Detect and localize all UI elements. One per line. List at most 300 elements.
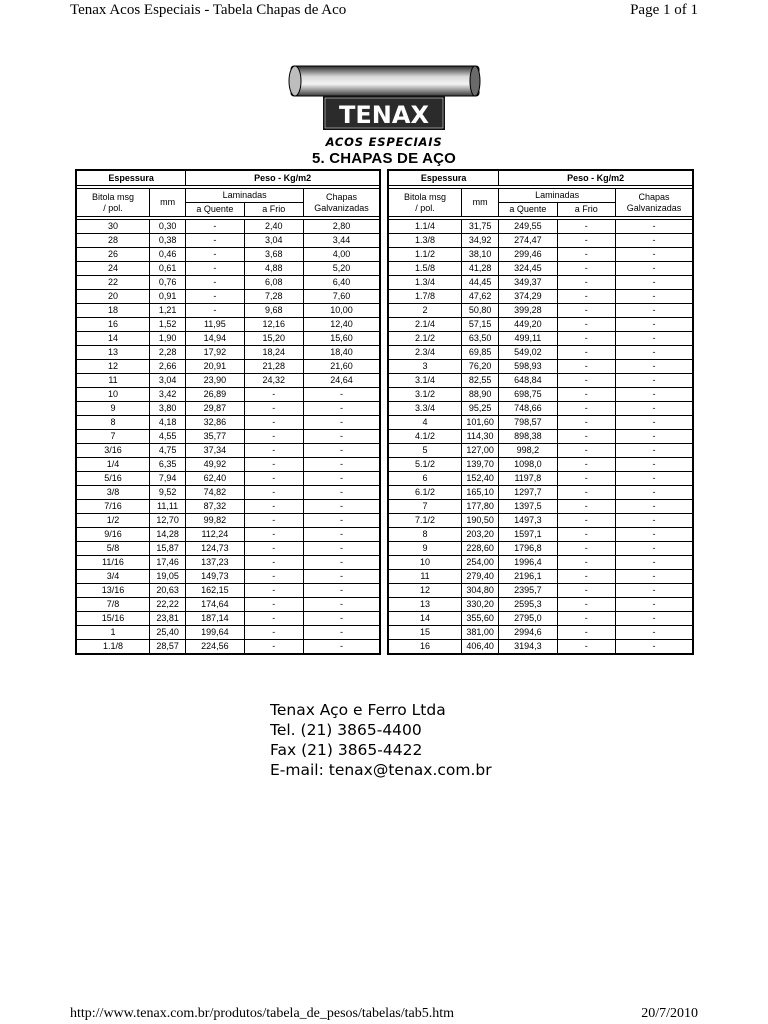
cell-bitola: 4.1/2 xyxy=(388,430,461,444)
header-bitola xyxy=(388,189,461,217)
cell-bitola: 1/4 xyxy=(76,458,149,472)
header-bitola xyxy=(76,189,149,217)
header-laminadas: Laminadas xyxy=(499,189,616,203)
cell-a-frio: 18,24 xyxy=(244,346,303,360)
cell-galvanizadas: 4,00 xyxy=(303,248,380,262)
cell-bitola: 5/16 xyxy=(76,472,149,486)
table-row xyxy=(76,626,380,640)
header-a-quente: a Quente xyxy=(499,203,557,217)
cell-a-frio: 15,20 xyxy=(244,332,303,346)
cell-a-quente: 598,93 xyxy=(499,360,557,374)
cell-bitola: 7 xyxy=(388,500,461,514)
table-row xyxy=(388,430,693,444)
cell-a-quente: 49,92 xyxy=(186,458,244,472)
cell-a-frio: - xyxy=(557,416,615,430)
table-row xyxy=(388,234,693,248)
table-row xyxy=(388,640,693,655)
cell-bitola: 3 xyxy=(388,360,461,374)
header-galvanizadas: Galvanizadas xyxy=(314,202,369,213)
cell-mm: 203,20 xyxy=(461,528,498,542)
table-row xyxy=(76,234,380,248)
table-row xyxy=(388,290,693,304)
cell-galvanizadas: - xyxy=(615,598,693,612)
cell-a-quente: 998,2 xyxy=(499,444,557,458)
cell-a-frio: - xyxy=(557,360,615,374)
cell-mm: 22,22 xyxy=(149,598,185,612)
cell-galvanizadas: - xyxy=(303,444,380,458)
cell-a-quente: 324,45 xyxy=(499,262,557,276)
cell-mm: 88,90 xyxy=(461,388,498,402)
cell-galvanizadas: 2,80 xyxy=(303,220,380,234)
cell-mm: 139,70 xyxy=(461,458,498,472)
cell-galvanizadas: - xyxy=(303,570,380,584)
cell-bitola: 6.1/2 xyxy=(388,486,461,500)
cell-mm: 12,70 xyxy=(149,514,185,528)
table-row xyxy=(388,374,693,388)
cell-a-frio: - xyxy=(557,332,615,346)
table-row xyxy=(76,500,380,514)
cell-a-quente: 499,11 xyxy=(499,332,557,346)
table-row xyxy=(76,486,380,500)
cell-mm: 228,60 xyxy=(461,542,498,556)
cell-galvanizadas: 18,40 xyxy=(303,346,380,360)
cell-a-frio: - xyxy=(557,430,615,444)
cell-a-frio: - xyxy=(557,388,615,402)
cell-mm: 34,92 xyxy=(461,234,498,248)
cell-galvanizadas: 21,60 xyxy=(303,360,380,374)
cell-a-quente: 1996,4 xyxy=(499,556,557,570)
cell-galvanizadas: - xyxy=(615,374,693,388)
cell-a-frio: - xyxy=(557,444,615,458)
cell-a-frio: - xyxy=(244,458,303,472)
cell-bitola: 15/16 xyxy=(76,612,149,626)
table-row xyxy=(388,444,693,458)
cell-a-frio: - xyxy=(557,556,615,570)
table-row xyxy=(388,388,693,402)
cell-a-frio: - xyxy=(244,640,303,655)
cell-a-frio: 21,28 xyxy=(244,360,303,374)
cell-bitola: 1.1/8 xyxy=(76,640,149,655)
cell-a-quente: 199,64 xyxy=(186,626,244,640)
cell-galvanizadas: - xyxy=(615,416,693,430)
cell-galvanizadas: - xyxy=(615,430,693,444)
cell-bitola: 16 xyxy=(76,318,149,332)
cell-mm: 57,15 xyxy=(461,318,498,332)
cell-mm: 14,28 xyxy=(149,528,185,542)
table-row xyxy=(76,612,380,626)
cell-mm: 38,10 xyxy=(461,248,498,262)
cell-a-frio: 4,88 xyxy=(244,262,303,276)
cell-a-quente: 112,24 xyxy=(186,528,244,542)
cell-a-quente: 35,77 xyxy=(186,430,244,444)
cell-mm: 406,40 xyxy=(461,640,498,655)
cell-a-frio: - xyxy=(557,304,615,318)
cell-a-quente: 74,82 xyxy=(186,486,244,500)
cell-mm: 0,91 xyxy=(149,290,185,304)
header-espessura: Espessura xyxy=(76,170,186,186)
cell-a-quente: 14,94 xyxy=(186,332,244,346)
table-row xyxy=(76,514,380,528)
cell-a-frio: - xyxy=(557,234,615,248)
cell-a-frio: - xyxy=(244,612,303,626)
table-row xyxy=(76,472,380,486)
cell-galvanizadas: - xyxy=(615,220,693,234)
table-row xyxy=(388,332,693,346)
cell-bitola: 3.1/2 xyxy=(388,388,461,402)
cell-bitola: 2.1/4 xyxy=(388,318,461,332)
cell-galvanizadas: - xyxy=(615,402,693,416)
cell-a-quente: 224,56 xyxy=(186,640,244,655)
cell-galvanizadas: - xyxy=(615,388,693,402)
cell-mm: 47,62 xyxy=(461,290,498,304)
cell-a-frio: - xyxy=(244,472,303,486)
cell-bitola: 3/4 xyxy=(76,570,149,584)
cell-a-quente: 1297,7 xyxy=(499,486,557,500)
table-row xyxy=(76,276,380,290)
cell-mm: 95,25 xyxy=(461,402,498,416)
header-bitola-line2: / pol. xyxy=(415,202,435,213)
table-row xyxy=(76,318,380,332)
table-row xyxy=(388,486,693,500)
table-row xyxy=(388,612,693,626)
cell-galvanizadas: - xyxy=(303,388,380,402)
cell-mm: 69,85 xyxy=(461,346,498,360)
cell-mm: 19,05 xyxy=(149,570,185,584)
header-laminadas: Laminadas xyxy=(186,189,304,203)
cell-a-frio: - xyxy=(557,472,615,486)
cell-bitola: 3/16 xyxy=(76,444,149,458)
cell-bitola: 14 xyxy=(388,612,461,626)
cell-galvanizadas: - xyxy=(615,248,693,262)
cell-a-quente: 26,89 xyxy=(186,388,244,402)
email-address: E-mail: tenax@tenax.com.br xyxy=(270,761,492,779)
cell-a-frio: - xyxy=(244,570,303,584)
cell-a-quente: 162,15 xyxy=(186,584,244,598)
cell-bitola: 7/16 xyxy=(76,500,149,514)
cell-galvanizadas: - xyxy=(615,304,693,318)
cell-galvanizadas: - xyxy=(615,318,693,332)
cell-galvanizadas: - xyxy=(615,346,693,360)
cell-mm: 4,75 xyxy=(149,444,185,458)
cell-a-frio: - xyxy=(244,626,303,640)
document-title: Tenax Acos Especiais - Tabela Chapas de Aco xyxy=(70,2,347,18)
cell-bitola: 26 xyxy=(76,248,149,262)
cell-galvanizadas: - xyxy=(303,640,380,655)
cell-bitola: 12 xyxy=(76,360,149,374)
table-row xyxy=(388,402,693,416)
source-url: http://www.tenax.com.br/produtos/tabela_de_pesos/tabelas/tab5.htm xyxy=(70,1006,455,1021)
cell-a-quente: 1098,0 xyxy=(499,458,557,472)
cell-mm: 355,60 xyxy=(461,612,498,626)
table-row xyxy=(76,430,380,444)
table-row xyxy=(76,570,380,584)
cell-mm: 4,18 xyxy=(149,416,185,430)
cell-a-frio: - xyxy=(557,528,615,542)
cell-a-quente: 149,73 xyxy=(186,570,244,584)
cell-a-quente: 62,40 xyxy=(186,472,244,486)
phone-number: Tel. (21) 3865-4400 xyxy=(270,721,422,739)
cell-a-frio: 9,68 xyxy=(244,304,303,318)
table-row xyxy=(76,388,380,402)
cell-a-frio: - xyxy=(557,626,615,640)
table-row xyxy=(388,276,693,290)
cell-a-quente: 1497,3 xyxy=(499,514,557,528)
cell-galvanizadas: - xyxy=(615,500,693,514)
cell-a-frio: 3,04 xyxy=(244,234,303,248)
cell-mm: 1,52 xyxy=(149,318,185,332)
cell-galvanizadas: - xyxy=(615,626,693,640)
company-name: Tenax Aço e Ferro Ltda xyxy=(270,701,446,719)
print-date: 20/7/2010 xyxy=(641,1006,698,1021)
cell-a-quente: - xyxy=(186,290,244,304)
cell-galvanizadas: - xyxy=(615,276,693,290)
cell-galvanizadas: - xyxy=(615,570,693,584)
cell-galvanizadas: - xyxy=(303,430,380,444)
cell-galvanizadas: - xyxy=(615,360,693,374)
table-row xyxy=(76,584,380,598)
cell-mm: 304,80 xyxy=(461,584,498,598)
cell-a-frio: 24,32 xyxy=(244,374,303,388)
cell-bitola: 12 xyxy=(388,584,461,598)
cell-bitola: 5.1/2 xyxy=(388,458,461,472)
cell-a-quente: 87,32 xyxy=(186,500,244,514)
cell-bitola: 16 xyxy=(388,640,461,655)
cell-bitola: 10 xyxy=(388,556,461,570)
cell-a-quente: 1597,1 xyxy=(499,528,557,542)
table-row xyxy=(76,528,380,542)
cell-a-quente: 187,14 xyxy=(186,612,244,626)
cell-a-quente: 174,64 xyxy=(186,598,244,612)
cell-galvanizadas: - xyxy=(303,556,380,570)
cell-mm: 23,81 xyxy=(149,612,185,626)
cell-bitola: 30 xyxy=(76,220,149,234)
cell-a-quente: 99,82 xyxy=(186,514,244,528)
cell-mm: 50,80 xyxy=(461,304,498,318)
cell-a-frio: 2,40 xyxy=(244,220,303,234)
table-row xyxy=(388,360,693,374)
header-bitola-line2: / pol. xyxy=(103,202,123,213)
header-a-frio: a Frio xyxy=(557,203,615,217)
cell-a-quente: 1397,5 xyxy=(499,500,557,514)
table-row xyxy=(76,346,380,360)
cell-bitola: 9 xyxy=(388,542,461,556)
cell-a-frio: - xyxy=(557,640,615,655)
header-chapas-galvanizadas xyxy=(615,189,693,217)
cell-bitola: 1.1/2 xyxy=(388,248,461,262)
cell-mm: 0,30 xyxy=(149,220,185,234)
table-row xyxy=(76,444,380,458)
cell-mm: 190,50 xyxy=(461,514,498,528)
page-number: Page 1 of 1 xyxy=(630,2,698,18)
cell-bitola: 1.5/8 xyxy=(388,262,461,276)
cell-mm: 3,04 xyxy=(149,374,185,388)
cell-mm: 165,10 xyxy=(461,486,498,500)
cell-mm: 9,52 xyxy=(149,486,185,500)
cell-a-quente: 249,55 xyxy=(499,220,557,234)
cell-mm: 101,60 xyxy=(461,416,498,430)
cell-mm: 0,76 xyxy=(149,276,185,290)
header-a-frio: a Frio xyxy=(244,203,303,217)
table-row xyxy=(76,542,380,556)
cell-galvanizadas: - xyxy=(303,500,380,514)
header-mm: mm xyxy=(461,189,498,217)
cell-mm: 2,28 xyxy=(149,346,185,360)
cell-mm: 1,21 xyxy=(149,304,185,318)
cell-mm: 330,20 xyxy=(461,598,498,612)
cell-a-frio: - xyxy=(557,318,615,332)
contact-block xyxy=(270,700,492,780)
cell-bitola: 1.3/8 xyxy=(388,234,461,248)
cell-a-frio: 6,08 xyxy=(244,276,303,290)
table-row xyxy=(76,374,380,388)
cell-a-quente: 23,90 xyxy=(186,374,244,388)
table-row xyxy=(388,584,693,598)
logo-brand-text: TENAX xyxy=(339,101,429,129)
table-row xyxy=(388,304,693,318)
cell-a-quente: 37,34 xyxy=(186,444,244,458)
cell-mm: 3,42 xyxy=(149,388,185,402)
cell-mm: 0,61 xyxy=(149,262,185,276)
cell-mm: 0,38 xyxy=(149,234,185,248)
cell-bitola: 2.1/2 xyxy=(388,332,461,346)
cell-galvanizadas: - xyxy=(615,458,693,472)
cell-a-frio: - xyxy=(244,598,303,612)
cell-bitola: 9/16 xyxy=(76,528,149,542)
cell-a-quente: 2395,7 xyxy=(499,584,557,598)
cell-a-frio: - xyxy=(244,388,303,402)
cell-a-frio: - xyxy=(557,458,615,472)
table-row xyxy=(388,514,693,528)
cell-a-frio: - xyxy=(557,584,615,598)
cell-mm: 15,87 xyxy=(149,542,185,556)
cell-galvanizadas: - xyxy=(303,528,380,542)
cell-galvanizadas: 5,20 xyxy=(303,262,380,276)
cell-mm: 2,66 xyxy=(149,360,185,374)
header-mm: mm xyxy=(149,189,185,217)
cell-galvanizadas: - xyxy=(615,640,693,655)
table-row xyxy=(76,402,380,416)
cell-mm: 17,46 xyxy=(149,556,185,570)
cell-a-quente: 898,38 xyxy=(499,430,557,444)
cell-a-quente: 748,66 xyxy=(499,402,557,416)
cell-a-frio: - xyxy=(244,542,303,556)
table-row xyxy=(388,318,693,332)
cell-galvanizadas: - xyxy=(303,542,380,556)
cell-bitola: 11 xyxy=(76,374,149,388)
cell-mm: 381,00 xyxy=(461,626,498,640)
cell-a-quente: 137,23 xyxy=(186,556,244,570)
cell-bitola: 7/8 xyxy=(76,598,149,612)
header-bitola-line1: Bitola msg xyxy=(91,191,134,202)
cell-galvanizadas: - xyxy=(303,584,380,598)
cell-bitola: 3.1/4 xyxy=(388,374,461,388)
print-footer xyxy=(70,1006,698,1024)
table-row xyxy=(388,598,693,612)
cell-galvanizadas: - xyxy=(303,486,380,500)
cell-a-quente: 274,47 xyxy=(499,234,557,248)
logo-tagline-text: ACOS ESPECIAIS xyxy=(325,135,443,149)
cell-a-frio: - xyxy=(244,500,303,514)
steel-table-right-body xyxy=(388,220,693,655)
cell-mm: 114,30 xyxy=(461,430,498,444)
table-row xyxy=(388,346,693,360)
table-row xyxy=(388,570,693,584)
cell-a-frio: - xyxy=(244,584,303,598)
fax-number: Fax (21) 3865-4422 xyxy=(270,741,423,759)
cell-mm: 28,57 xyxy=(149,640,185,655)
header-chapas: Chapas xyxy=(638,191,670,202)
cell-a-quente: 124,73 xyxy=(186,542,244,556)
cell-bitola: 22 xyxy=(76,276,149,290)
cell-bitola: 2.3/4 xyxy=(388,346,461,360)
cell-a-quente: 399,28 xyxy=(499,304,557,318)
cell-a-quente: - xyxy=(186,276,244,290)
cell-bitola: 5/8 xyxy=(76,542,149,556)
cell-a-quente: 2595,3 xyxy=(499,598,557,612)
cell-a-quente: 648,84 xyxy=(499,374,557,388)
cell-mm: 41,28 xyxy=(461,262,498,276)
cell-bitola: 8 xyxy=(76,416,149,430)
cell-a-quente: - xyxy=(186,220,244,234)
cell-bitola: 15 xyxy=(388,626,461,640)
table-row xyxy=(76,416,380,430)
cell-bitola: 20 xyxy=(76,290,149,304)
cell-a-frio: - xyxy=(557,248,615,262)
cell-galvanizadas: - xyxy=(303,612,380,626)
cell-bitola: 3.3/4 xyxy=(388,402,461,416)
cell-bitola: 28 xyxy=(76,234,149,248)
cell-bitola: 8 xyxy=(388,528,461,542)
cell-a-quente: 29,87 xyxy=(186,402,244,416)
header-galvanizadas: Galvanizadas xyxy=(626,202,682,213)
cell-galvanizadas: - xyxy=(615,528,693,542)
cell-a-quente: 2795,0 xyxy=(499,612,557,626)
header-bitola-line1: Bitola msg xyxy=(403,191,446,202)
table-row xyxy=(76,458,380,472)
table-row xyxy=(388,472,693,486)
cell-bitola: 1.3/4 xyxy=(388,276,461,290)
steel-table-right xyxy=(387,169,694,655)
cell-galvanizadas: - xyxy=(615,542,693,556)
table-row xyxy=(76,598,380,612)
cell-a-quente: 3194,3 xyxy=(499,640,557,655)
cell-galvanizadas: 6,40 xyxy=(303,276,380,290)
cell-galvanizadas: - xyxy=(303,514,380,528)
cell-mm: 25,40 xyxy=(149,626,185,640)
table-row xyxy=(388,220,693,234)
table-row xyxy=(76,304,380,318)
cell-galvanizadas: - xyxy=(615,472,693,486)
cell-mm: 254,00 xyxy=(461,556,498,570)
cell-bitola: 1 xyxy=(76,626,149,640)
cell-galvanizadas: - xyxy=(615,486,693,500)
cell-a-frio: - xyxy=(244,416,303,430)
cell-a-frio: - xyxy=(244,528,303,542)
cell-a-frio: - xyxy=(557,514,615,528)
cell-a-quente: 299,46 xyxy=(499,248,557,262)
table-row xyxy=(76,290,380,304)
cell-bitola: 11/16 xyxy=(76,556,149,570)
cell-a-frio: - xyxy=(557,262,615,276)
cell-galvanizadas: - xyxy=(615,290,693,304)
cell-bitola: 1.1/4 xyxy=(388,220,461,234)
table-row xyxy=(388,248,693,262)
cell-bitola: 14 xyxy=(76,332,149,346)
steel-table-left-body xyxy=(76,220,380,655)
cell-mm: 76,20 xyxy=(461,360,498,374)
cell-a-quente: - xyxy=(186,304,244,318)
header-chapas: Chapas xyxy=(325,191,357,202)
